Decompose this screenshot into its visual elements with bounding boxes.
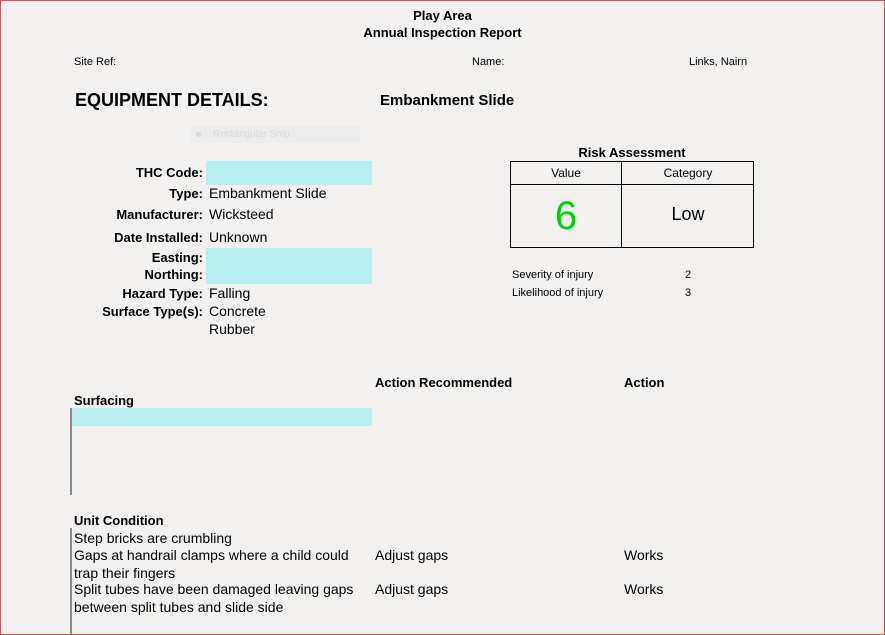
- date-installed-label: Date Installed:: [114, 230, 203, 245]
- risk-table: [510, 161, 754, 248]
- surfacing-heading: Surfacing: [74, 393, 134, 408]
- location-value: Links, Nairn: [689, 56, 748, 68]
- report-title-line1: Play Area: [413, 8, 472, 23]
- risk-table-header-divider: [511, 184, 753, 185]
- surfacing-left-rule: [70, 408, 72, 495]
- unit-condition-heading: Unit Condition: [74, 513, 164, 528]
- surface-types-label: Surface Type(s):: [102, 304, 203, 319]
- surfacing-field[interactable]: [72, 408, 372, 426]
- condition-item-3-recommended: Adjust gaps: [375, 581, 449, 597]
- condition-item-3-line2: between split tubes and slide side: [74, 599, 284, 615]
- condition-item-2-line2: trap their fingers: [74, 565, 176, 581]
- rectangular-snip-ghost: [190, 127, 360, 143]
- condition-item-1-line1: Step bricks are crumbling: [74, 530, 232, 546]
- action-recommended-header: Action Recommended: [375, 375, 513, 390]
- site-ref-label: Site Ref:: [74, 56, 117, 68]
- name-label: Name:: [472, 56, 505, 68]
- equipment-details-heading: EQUIPMENT DETAILS:: [75, 90, 269, 110]
- severity-value: 2: [685, 269, 692, 281]
- manufacturer-value: Wicksteed: [209, 206, 274, 222]
- condition-item-2-line1: Gaps at handrail clamps where a child could: [74, 547, 349, 563]
- equipment-name-heading: Embankment Slide: [380, 92, 515, 109]
- ghost-bullet-icon: [196, 132, 201, 137]
- condition-item-3-action: Works: [624, 581, 664, 597]
- severity-label: Severity of injury: [512, 269, 594, 281]
- type-label: Type:: [169, 186, 203, 201]
- type-value: Embankment Slide: [209, 185, 327, 201]
- date-installed-value: Unknown: [209, 229, 268, 245]
- manufacturer-label: Manufacturer:: [116, 207, 203, 222]
- easting-northing-field[interactable]: [206, 248, 372, 284]
- thc-code-label: THC Code:: [135, 165, 203, 180]
- risk-value: 6: [554, 194, 578, 238]
- likelihood-value: 3: [685, 287, 692, 299]
- risk-category-header: Category: [663, 166, 713, 180]
- surface-type-2: Rubber: [209, 321, 255, 337]
- surface-type-1: Concrete: [209, 303, 266, 319]
- unit-condition-left-rule: [70, 528, 72, 635]
- action-header: Action: [624, 375, 665, 390]
- risk-category-value: Low: [671, 204, 705, 224]
- northing-label: Northing:: [144, 267, 203, 282]
- thc-code-field[interactable]: [206, 161, 372, 185]
- ghost-text: Rectangular Snip: [213, 129, 290, 140]
- condition-item-3-line1: Split tubes have been damaged leaving gaps: [74, 581, 354, 597]
- hazard-type-value: Falling: [209, 285, 251, 301]
- hazard-type-label: Hazard Type:: [122, 286, 203, 301]
- risk-assessment-title: Risk Assessment: [578, 145, 686, 160]
- risk-value-header: Value: [551, 166, 581, 180]
- report-title-line2: Annual Inspection Report: [363, 25, 522, 40]
- condition-item-2-action: Works: [624, 547, 664, 563]
- likelihood-label: Likelihood of injury: [512, 287, 604, 299]
- condition-item-2-recommended: Adjust gaps: [375, 547, 449, 563]
- easting-label: Easting:: [151, 250, 203, 265]
